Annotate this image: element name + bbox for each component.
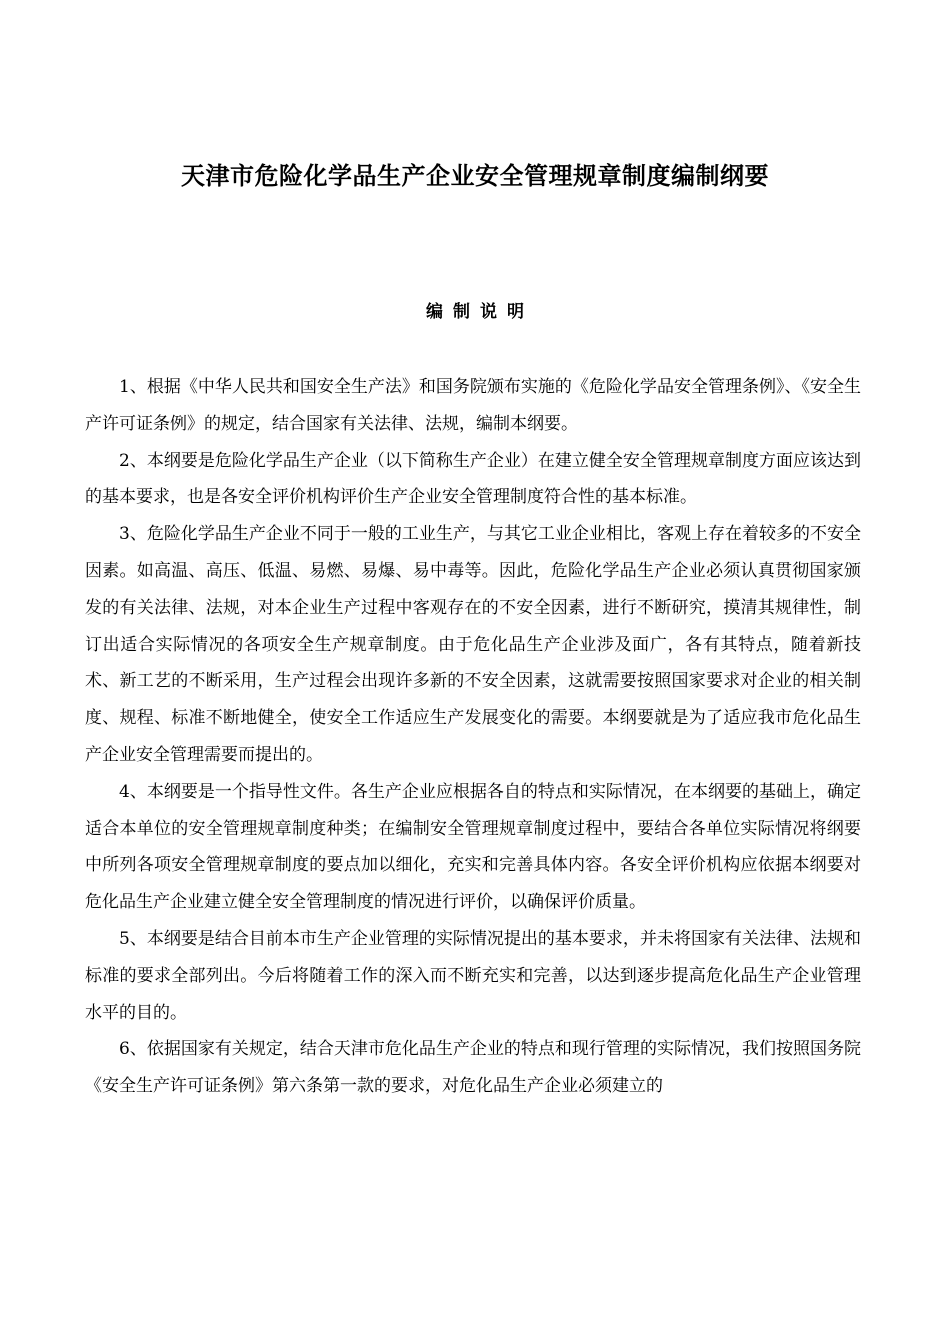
- paragraph-5: 5、本纲要是结合目前本市生产企业管理的实际情况提出的基本要求，并未将国家有关法律、法规和标准的要求全部列出。今后将随着工作的深入而不断充实和完善，以达到逐步提高危化品生产企业管理水平的目的。: [85, 928, 861, 1023]
- paragraph-4: 4、本纲要是一个指导性文件。各生产企业应根据各自的特点和实际情况，在本纲要的基础上，确定适合本单位的安全管理规章制度种类；在编制安全管理规章制度过程中，要结合各单位实际情况将纲要中所列各项安全管理规章制度的要点加以细化，充实和完善具体内容。各安全评价机构应依据本纲要对危化品生产企业建立健全安全管理制度的情况进行评价，以确保评价质量。: [85, 781, 861, 913]
- document-title: 天津市危险化学品生产企业安全管理规章制度编制纲要: [181, 162, 769, 190]
- paragraph-2: 2、本纲要是危险化学品生产企业（以下简称生产企业）在建立健全安全管理规章制度方面应该达到的基本要求，也是各安全评价机构评价生产企业安全管理制度符合性的基本标准。: [85, 450, 861, 508]
- document-body: [85, 369, 861, 1105]
- paragraph-3: 3、危险化学品生产企业不同于一般的工业生产，与其它工业企业相比，客观上存在着较多的不安全因素。如高温、高压、低温、易燃、易爆、易中毒等。因此，危险化学品生产企业必须认真贯彻国家颁发的有关法律、法规，对本企业生产过程中客观存在的不安全因素，进行不断研究，摸清其规律性，制订出适合实际情况的各项安全生产规章制度。由于危化品生产企业涉及面广，各有其特点，随着新技术、新工艺的不断采用，生产过程会出现许多新的不安全因素，这就需要按照国家要求对企业的相关制度、规程、标准不断地健全，使安全工作适应生产发展变化的需要。本纲要就是为了适应我市危化品生产企业安全管理需要而提出的。: [85, 524, 861, 765]
- paragraph-1: 1、根据《中华人民共和国安全生产法》和国务院颁布实施的《危险化学品安全管理条例》、《安全生产许可证条例》的规定，结合国家有关法律、法规，编制本纲要。: [85, 377, 861, 434]
- paragraph-6: 6、依据国家有关规定，结合天津市危化品生产企业的特点和现行管理的实际情况，我们按照国务院《安全生产许可证条例》第六条第一款的要求，对危化品生产企业必须建立的: [85, 1039, 861, 1097]
- section-heading: 编制说明: [426, 302, 534, 322]
